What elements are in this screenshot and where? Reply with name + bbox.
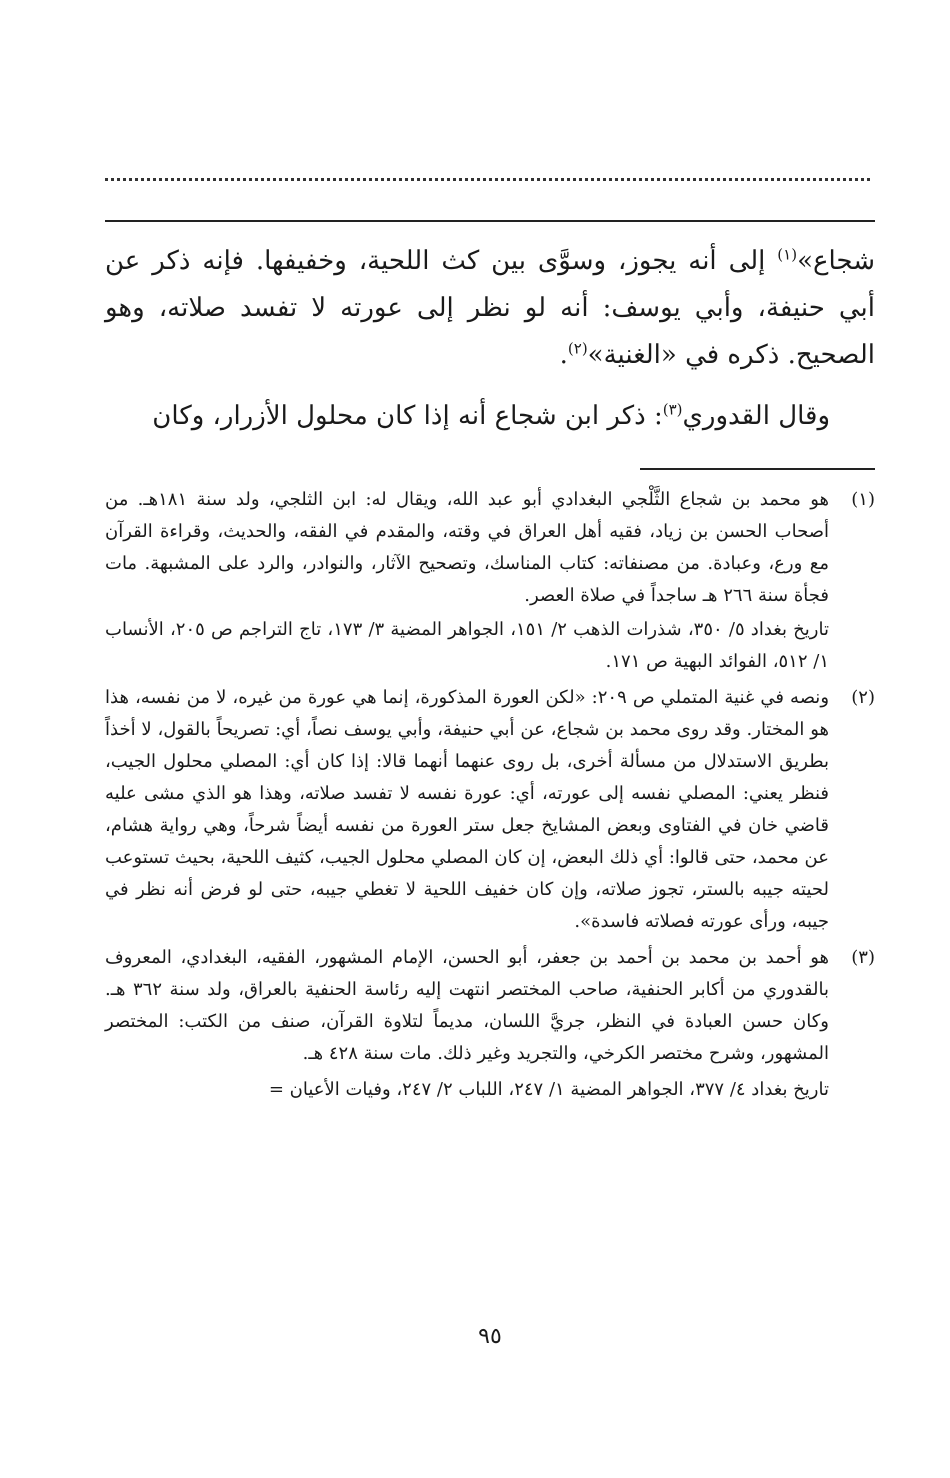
footnote-sources: تاريخ بغداد ٥/ ٣٥٠، شذرات الذهب ٢/ ١٥١، الجواهر المضية ٣/ ١٧٣، تاج التراجم ص ٢٠٥، الأنساب ١/ ٥١٢، الفوائد البهية ص ١٧١. (105, 619, 829, 672)
main-text (105, 238, 875, 440)
main-paragraph-2: وقال القدوري$^{(٣)}$: ذكر ابن شجاع أنه إذا كان محلول الأزرار، وكان (152, 400, 830, 431)
footnote-text: ونصه في غنية المتملي ص ٢٠٩: «لكن العورة المذكورة، إنما هي عورة من غيره، لا من نفسه، هذا هو المختار. وقد روى محمد بن شجاع، عن أبي حنيفة، وأبي يوسف نصاً، أي: تصريحاً بالقول، لا أخذاً بطريق الاستدلال من مسألة أخرى، بل روى عنهما أنهما قالا: إذا كان أي: المصلي محلول الجيب، فنظر يعني: المصلي نفسه إلى عورته، أي: عورة نفسه لا تفسد صلاته، وهذا هو الذي مشى عليه قاضي خان في الفتاوى وبعض المشايخ جعل ستر العورة من نفسه أيضاً شرحاً، وهي رواية هشام، عن محمد، حتى قالوا: أي ذلك البعض، إن كان المصلي محلول الجيب، كثيف اللحية، بحيث تستوعب لحيته جيبه بالستر، تجوز صلاته، وإن كان خفيف اللحية لا تغطي جيبه، حتى لو فرض أنه نظر في جيبه، ورأى عورته فصلاته فاسدة». (105, 687, 830, 932)
footnote-1 (105, 484, 875, 678)
footnote-body (105, 942, 829, 1070)
footnote-number: (٣) (851, 947, 875, 968)
footnote-ref-2: (٢) (567, 339, 588, 358)
footnote-2 (105, 682, 875, 938)
footnote-continuation: تاريخ بغداد ٤/ ٣٧٧، الجواهر المضية ١/ ٢٤٧، اللباب ٢/ ٢٤٧، وفيات الأعيان = (268, 1079, 829, 1100)
footnote-ref-1: (١) (777, 245, 798, 264)
footnotes (105, 484, 875, 1106)
page-number: ٩٥ (478, 1324, 502, 1349)
book-page (105, 0, 875, 1478)
main-paragraph-1: شجاع»$^{(١)}$ إلى أنه يجوز، وسوَّى بين كث اللحية، وخفيفها. فإنه ذكر عن أبي حنيفة، وأبي يوسف: أنه لو نظر إلى عورته لا تفسد صلاته، وهو الصحيح. ذكره في «الغنية»$^{(٢)}$. (105, 245, 875, 370)
footnote-separator (640, 468, 875, 470)
footnote-text: هو محمد بن شجاع الثَّلْجي البغدادي أبو عبد الله، ويقال له: ابن الثلجي، ولد سنة ١٨١هـ. من أصحاب الحسن بن زياد، فقيه أهل العراق في وقته، والمقدم في الفقه، والحديث، وقراءة القرآن مع ورع، وعبادة. من مصنفاته: كتاب المناسك، وتصحيح الآثار، والنوادر، والرد على المشبهة. مات فجأة سنة ٢٦٦ هـ ساجداً في صلاة العصر. (105, 489, 830, 606)
dotted-separator (105, 178, 870, 181)
footnote-body (105, 682, 829, 938)
footnote-ref-3: (٣) (662, 400, 683, 419)
footnote-number: (٢) (851, 687, 875, 708)
footnote-number: (١) (851, 489, 875, 510)
footnote-body (105, 484, 829, 678)
footnote-text: هو أحمد بن محمد بن أحمد بن جعفر، أبو الحسن، الإمام المشهور، الفقيه، البغدادي، المعروف بالقدوري من أكابر الحنفية، صاحب المختصر انتهت إليه رئاسة الحنفية بالعراق، ولد سنة ٣٦٢ هـ. وكان حسن العبادة في النظر، جريَّ اللسان، مديماً لتلاوة القرآن، صنف من الكتب: المختصر المشهور، وشرح مختصر الكرخي، والتجريد وغير ذلك. مات سنة ٤٢٨ هـ. (105, 947, 829, 1064)
top-rule (105, 220, 875, 222)
footnote-3 (105, 942, 875, 1070)
